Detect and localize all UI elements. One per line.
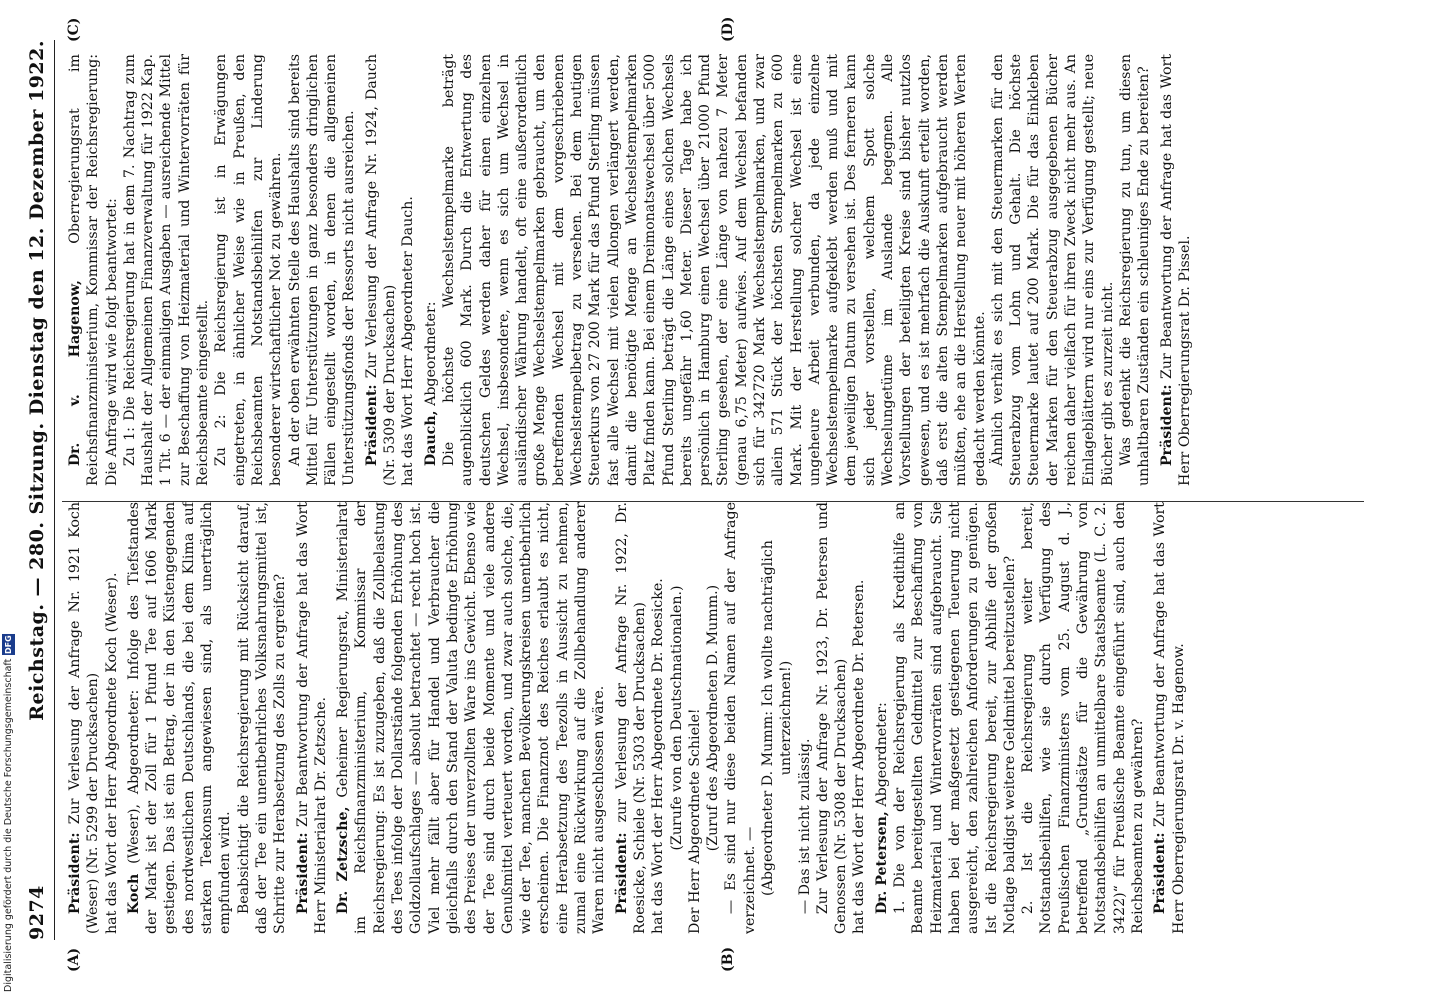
speaker-name: Koch — [125, 873, 142, 915]
speaker-name: Präsident: — [1152, 832, 1169, 915]
speaker-name: Dauch, — [422, 410, 439, 467]
paragraph — [989, 54, 1117, 486]
dfg-logo: DFG — [4, 635, 13, 654]
left-column — [62, 502, 1188, 934]
paragraph — [1151, 502, 1188, 934]
paragraph — [668, 502, 686, 934]
paragraph — [759, 502, 796, 934]
header-rule — [54, 40, 55, 940]
paragraph-text: (Zuruf des Abgeordneten D. Mumm.) — [705, 584, 722, 852]
margin-mark-d: (D) — [720, 16, 736, 42]
paragraph-text: Zur Verlesung der Anfrage Nr. 1923, Dr. Petersen und Genossen (Nr. 5308 der Drucksachen) — [814, 502, 850, 934]
paragraph — [334, 502, 608, 934]
paragraph-text: Zu 1: Die Reichsregierung hat in dem 7. Nachtrag zum Haushalt der Allgemeinen Finanzverwaltung für 1922 Kap. 1 Tit. 6 — der einmaligen Ausgaben — ausreichende Mittel zur Beschaffung von Heizmaterial und Wintervorräten für Reichsbeamte eingestellt. — [121, 54, 212, 486]
paragraph — [399, 54, 417, 486]
speaker-name: Präsident: — [363, 384, 380, 467]
paragraph — [103, 502, 121, 934]
paragraph — [649, 502, 667, 934]
paragraph-text: — Das ist nicht zulässig. — [796, 738, 813, 915]
paragraph-text: Geheimer Regierungsrat, Ministerialrat im Reichsfinanzministerium, Kommissar der Reichsregierung: Es ist zuzugeben, daß die Zollbelastung des Tees infolge der Dollarstände folgenden Erhöhung des Goldzollaufschlages — absolut betrachtet — recht hoch ist. Viel mehr fällt aber für Handel und Verbraucher die gleichfalls durch den Stand der Valuta bedingte Erhöhung des Preises der unverzollten Ware ins Gewicht. Ebenso wie der Tee sind durch beide Momente und viele andere Genußmittel verteuert worden, und zwar auch solche, die, wie der Tee, manchen Bevölkerungskreisen unentbehrlich erscheinen. Die Finanznot des Reiches erlaubt es nicht, eine Herabsetzung des Teezolls in Aussicht zu nehmen, zumal eine Rückwirkung auf die Zollbehandlung anderer Waren nicht ausgeschlossen wäre. — [335, 502, 608, 934]
paragraph — [422, 54, 440, 486]
speaker-name: Dr. Zetzsche, — [335, 806, 352, 915]
page-header — [18, 40, 48, 940]
paragraph-text: Zu 2: Die Reichsregierung ist in Erwägungen eingetreten, in ähnlicher Weise wie in Preußen, den Reichsbeamten Notstandsbeihilfen zur Linderung besonderer wirtschaftlicher Not zu gewähren. — [213, 54, 285, 486]
digitization-credit — [2, 634, 15, 992]
paragraph — [850, 502, 868, 934]
paragraph — [686, 502, 704, 934]
paragraph — [1158, 54, 1195, 486]
paragraph-text: Ähnlich verhält es sich mit den Steuermarken für den Steuerabzug vom Lohn und Gehalt. Die höchste Steuermarke lautet auf 200 Mark. Die für das Einkleben der Marken für den Steuerabzug ausgegebenen Bücher reichen daher vielfach für ihren Zweck nicht mehr aus. An Einlageblättern wird nur eins zur Verfügung gestellt; neue Bücher gibt es zurzeit nicht. — [989, 54, 1116, 486]
speaker-name: Präsident: — [294, 832, 311, 915]
paragraph — [814, 502, 851, 934]
dfg-credit-text: Digitalisierung gefördert durch die Deutsche Forschungsgemeinschaft — [3, 658, 14, 992]
paragraph — [286, 54, 359, 486]
paragraph-text: Zur Verlesung der Anfrage Nr. 1924, Dauch (Nr. 5309 der Drucksachen) — [363, 54, 399, 486]
page-number: 9274 — [26, 885, 48, 940]
paragraph-text: Die höchste Wechselstempelmarke beträgt augenblicklich 600 Mark. Durch die Entwertung des deutschen Geldes werden daher für einen einzelnen Wechsel, insbesondere, wenn es sich um Wechsel in ausländischer Währung handelt, oft eine außerordentlich große Menge Wechselstempelmarken gebraucht, um den betreffenden Wechsel mit dem vorgeschriebenen Wechselstempelbetrag zu versehen. Bei dem heutigen Steuerkurs von 27 200 Mark für das Pfund Sterling müssen fast alle Wechsel mit vielen Allongen verlängert werden, damit die benötigte Menge an Wechselstempelmarken Platz finden kann. Bei einem Dreimonatswechsel über 5000 Pfund Sterling beträgt die Länge eines solchen Wechsels bereits ungefähr 1,60 Meter. Dieser Tage habe ich persönlich in Hamburg einen Wechsel über 21000 Pfund Sterling gesehen, der eine Länge von nahezu 7 Meter (genau 6,75 Meter) aufwies. Auf dem Wechsel befanden sich für 342720 Mark Wechselstempelmarken, und zwar allein 571 Stück der höchsten Stempelmarken zu 600 Mark. Mit der Herstellung solcher Wechsel ist eine ungeheure Arbeit verbunden, da jede einzelne Wechselstempelmarke aufgeklebt werden muß und mit dem jeweiligen Datum zu versehen ist. Des ferneren kann sich jeder vorstellen, welchem Spott solche Wechselungetüme im Auslande begegnen. Alle Vorstellungen der beteiligten Kreise sind bisher nutzlos gewesen, und es ist mehrfach die Auskunft erteilt worden, daß erst die alten Stempelmarken aufgebraucht werden müßten, ehe an die Herstellung neuer mit höheren Werten gedacht werden könnte. — [440, 54, 988, 486]
paragraph — [125, 502, 235, 934]
paragraph-text: hat das Wort der Herr Abgeordnete Dr. Roesicke. — [650, 578, 667, 934]
paragraph — [440, 54, 989, 486]
paragraph-text: — Es sind nur diese beiden Namen auf der Anfrage verzeichnet. — — [723, 502, 758, 934]
paragraph — [891, 502, 1019, 934]
paragraph — [66, 502, 103, 934]
page-title: Reichstag. — 280. Sitzung. Dienstag den 12. Dezember 1922. — [26, 40, 48, 721]
column-separator — [62, 501, 1364, 502]
paragraph — [66, 54, 121, 486]
margin-mark-a: (A) — [66, 947, 82, 972]
speaker-name: Dr. v. Hagenow, — [67, 280, 83, 467]
paragraph-text: Oberregierungsrat im Reichsfinanzministerium, Kommissar der Reichsregierung: Die Anfrage wird wie folgt beantwortet: — [67, 53, 120, 486]
paragraph-text: Zur Beantwortung der Anfrage hat das Wort Herr Ministerialrat Dr. Zetzsche. — [294, 501, 329, 934]
paragraph — [722, 502, 759, 934]
paragraph-text: (Weser), Abgeordneter: Infolge des Tiefstandes der Mark ist der Zoll für 1 Pfund Tee auf 1606 Mark gestiegen. Das ist ein Betrag, der in den Küstengegenden des nordwestlichen Deutschlands, die bei dem Klima auf starken Teekonsum angewiesen sind, als unerträglich empfunden wird. — [125, 502, 234, 934]
paragraph-text: Zur Verlesung der Anfrage Nr. 1921 Koch (Weser) (Nr. 5299 der Drucksachen) — [67, 502, 102, 934]
paragraph — [363, 54, 400, 486]
paragraph — [704, 502, 722, 934]
speaker-name: Dr. Petersen, — [873, 811, 890, 915]
paragraph-text: (Zurufe von den Deutschnationalen.) — [668, 585, 685, 851]
paragraph-text: Beabsichtigt die Reichsregierung mit Rücksicht darauf, daß der Tee ein unentbehrliches Volksnahrungsmittel ist, Schritte zur Herabsetzung des Zolls zu ergreifen? — [235, 502, 289, 934]
paragraph-text: zur Verlesung der Anfrage Nr. 1922, Dr. Roesicke, Schiele (Nr. 5303 der Drucksachen) — [613, 502, 648, 934]
paragraph-text: An der oben erwähnten Stelle des Haushalts sind bereits Mittel für Unterstützungen in ganz besonders dringlichen Fällen eingestellt worden, in denen die allgemeinen Unterstützungsfonds der Ressorts nicht ausreichen. — [286, 54, 358, 486]
speaker-name: Präsident: — [613, 832, 630, 915]
paragraph — [212, 54, 285, 486]
paragraph-text: Abgeordneter: — [422, 301, 439, 406]
paragraph — [796, 502, 814, 934]
paragraph-text: Zur Beantwortung der Anfrage hat das Wort Herr Oberregierungsrat Dr. v. Hagenow. — [1152, 501, 1187, 934]
paragraph — [1117, 54, 1154, 486]
paragraph-text: hat das Wort der Herr Abgeordnete Koch (Weser). — [103, 572, 120, 934]
paragraph — [873, 502, 891, 934]
right-column — [62, 54, 1194, 486]
paragraph-text: 2. Ist die Reichsregierung weiter bereit, Notstandsbeihilfen, wie sie durch Verfügung des Preußischen Finanzministers vom 25. August d. J., betreffend „Grundsätze für die Gewährung von Notstandsbeihilfen an unmittelbare Staatsbeamte (L. C. 2. 3422)“ für Preußische Beamte eingeführt sind, auch den Reichsbeamten zu gewähren? — [1020, 502, 1146, 934]
paragraph-text: Der Herr Abgeordnete Schiele! — [686, 708, 703, 934]
paragraph — [1019, 502, 1147, 934]
paragraph-text: Abgeordneter: — [873, 702, 890, 807]
paragraph-text: (Abgeordneter D. Mumm: Ich wollte nachträglich unterzeichnen!) — [759, 540, 795, 896]
paragraph-text: Was gedenkt die Reichsregierung zu tun, um diesen unhaltbaren Zuständen ein schleuniges Ende zu bereiten? — [1117, 54, 1153, 486]
margin-mark-c: (C) — [66, 17, 82, 42]
paragraph — [121, 54, 212, 486]
paragraph — [235, 502, 290, 934]
paragraph-text: hat das Wort der Herr Abgeordnete Dr. Petersen. — [851, 579, 868, 934]
paragraph — [613, 502, 650, 934]
paragraph-text: hat das Wort Herr Abgeordneter Dauch. — [400, 196, 417, 486]
margin-mark-b: (B) — [720, 946, 736, 972]
paragraph-text: 1. Die von der Reichsregierung als Kredithilfe an Beamte bereitgestellten Geldmittel zur Beschaffung von Heizmaterial und Wintervorräten sind aufgebraucht. Sie haben bei der maßgesetzt gestiegenen Teuerung nicht ausgereicht, den zahlreichen Anforderungen zu genügen. Ist die Reichsregierung bereit, zur Abhilfe der großen Notlage baldigst weitere Geldmittel bereitzustellen? — [892, 502, 1018, 934]
paragraph — [294, 502, 331, 934]
paragraph-text: Zur Beantwortung der Anfrage hat das Wort Herr Oberregierungsrat Dr. Pissel. — [1158, 53, 1193, 486]
speaker-name: Präsident: — [1158, 384, 1175, 467]
speaker-name: Präsident: — [67, 832, 83, 915]
